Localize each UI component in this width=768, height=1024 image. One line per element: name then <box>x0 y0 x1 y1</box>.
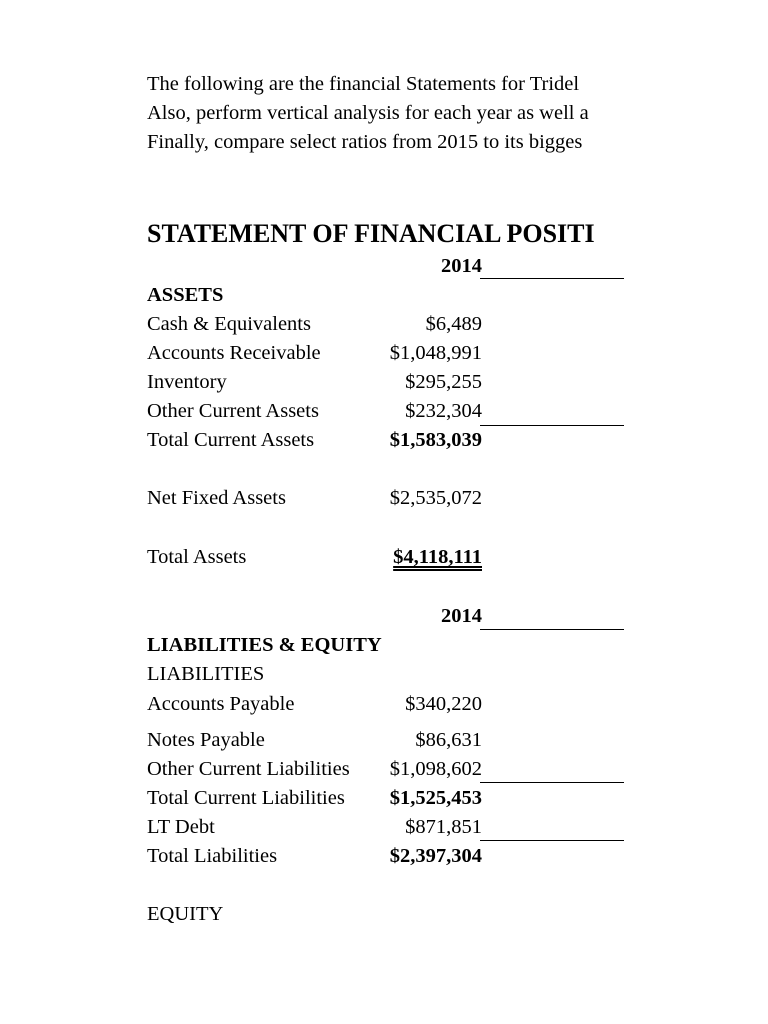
row-value-total-current-assets: $1,583,039 <box>389 429 482 451</box>
row-label-lt-debt: LT Debt <box>147 816 215 838</box>
row-label-net-fixed-assets: Net Fixed Assets <box>147 487 286 509</box>
row-value-total-current-liabilities: $1,525,453 <box>389 787 482 809</box>
liabilities-subheading: LIABILITIES <box>147 663 265 685</box>
row-label-accounts-payable: Accounts Payable <box>147 693 295 715</box>
liabilities-equity-heading: LIABILITIES & EQUITY <box>147 634 382 656</box>
statement-title: STATEMENT OF FINANCIAL POSITI <box>147 219 595 248</box>
intro-line-1: The following are the financial Statements for Tridel <box>147 73 580 95</box>
liabilities-header-rule <box>480 629 624 630</box>
row-value-total-assets: $4,118,111 <box>393 546 482 568</box>
current-liabilities-rule <box>480 782 624 783</box>
row-label-other-current-assets: Other Current Assets <box>147 400 319 422</box>
assets-heading: ASSETS <box>147 284 224 306</box>
assets-year-header: 2014 <box>441 255 482 277</box>
row-label-inventory: Inventory <box>147 371 227 393</box>
current-assets-rule <box>480 425 624 426</box>
row-value-net-fixed-assets: $2,535,072 <box>389 487 482 509</box>
row-value-accounts-payable: $340,220 <box>405 693 482 715</box>
row-label-total-liabilities: Total Liabilities <box>147 845 278 867</box>
row-label-notes-payable: Notes Payable <box>147 729 265 751</box>
lt-debt-rule <box>480 840 624 841</box>
assets-header-rule <box>480 278 624 279</box>
row-label-total-assets: Total Assets <box>147 546 247 568</box>
row-label-accounts-receivable: Accounts Receivable <box>147 342 321 364</box>
row-value-accounts-receivable: $1,048,991 <box>389 342 482 364</box>
row-label-other-current-liabilities: Other Current Liabilities <box>147 758 350 780</box>
row-label-total-current-assets: Total Current Assets <box>147 429 315 451</box>
row-value-notes-payable: $86,631 <box>415 729 482 751</box>
row-value-inventory: $295,255 <box>405 371 482 393</box>
row-value-cash: $6,489 <box>425 313 482 335</box>
row-label-cash: Cash & Equivalents <box>147 313 311 335</box>
intro-line-2: Also, perform vertical analysis for each year as well a <box>147 102 589 124</box>
equity-heading: EQUITY <box>147 903 224 925</box>
row-label-total-current-liabilities: Total Current Liabilities <box>147 787 345 809</box>
row-value-other-current-liabilities: $1,098,602 <box>389 758 482 780</box>
intro-line-3: Finally, compare select ratios from 2015 to its bigges <box>147 131 583 153</box>
row-value-other-current-assets: $232,304 <box>405 400 482 422</box>
row-value-lt-debt: $871,851 <box>405 816 482 838</box>
row-value-total-liabilities: $2,397,304 <box>389 845 482 867</box>
liabilities-year-header: 2014 <box>441 605 482 627</box>
